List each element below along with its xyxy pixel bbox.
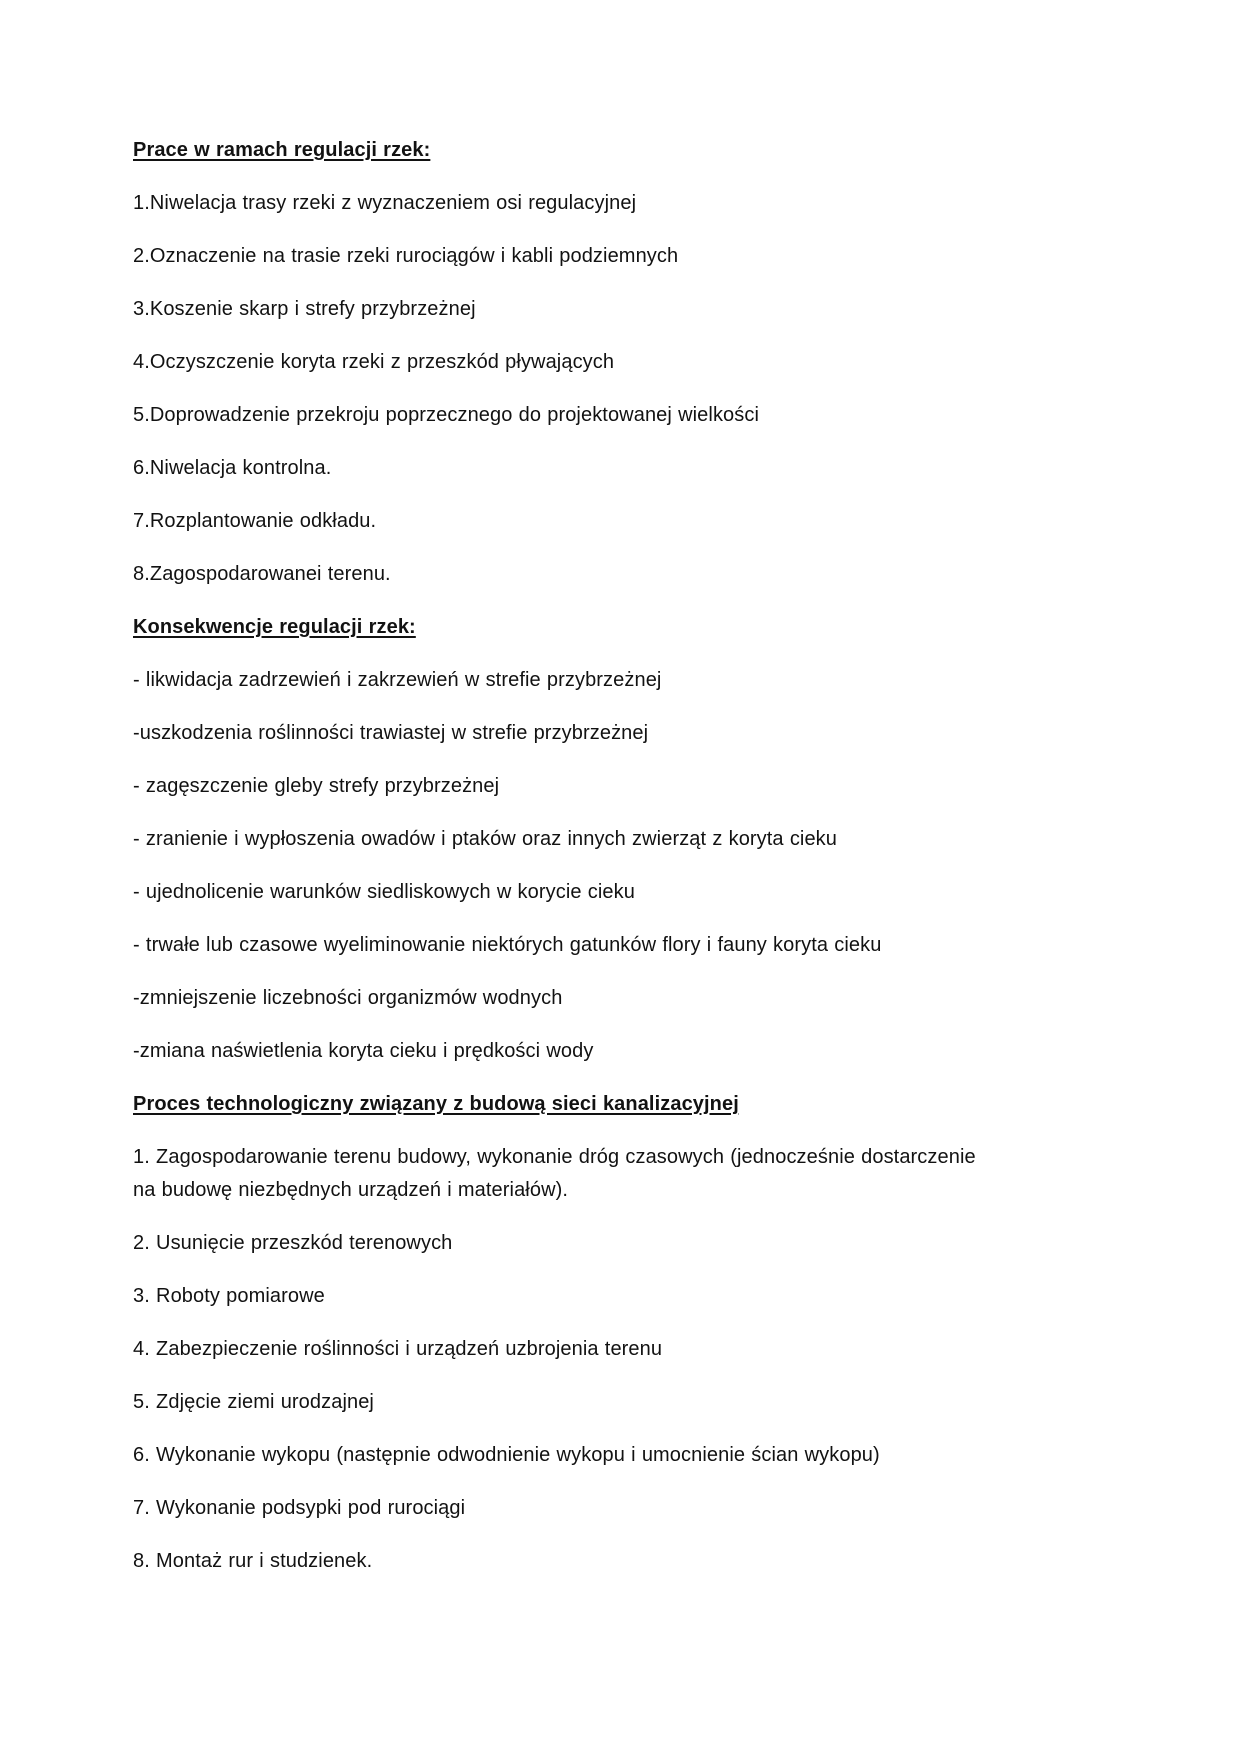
section-heading: Proces technologiczny związany z budową sieci kanalizacyjnej xyxy=(133,1093,739,1115)
list-item: 7.Rozplantowanie odkładu. xyxy=(133,510,377,532)
section-regulation-consequences xyxy=(133,611,1107,1068)
list-item: - likwidacja zadrzewień i zakrzewień w strefie przybrzeżnej xyxy=(133,669,662,691)
list-item: 8.Zagospodarowanei terenu. xyxy=(133,563,391,585)
list-item: 5. Zdjęcie ziemi urodzajnej xyxy=(133,1391,374,1413)
list-item: 7. Wykonanie podsypki pod rurociągi xyxy=(133,1497,466,1519)
list-item: 6. Wykonanie wykopu (następnie odwodnienie wykopu i umocnienie ścian wykopu) xyxy=(133,1444,880,1466)
list-item: - zagęszczenie gleby strefy przybrzeżnej xyxy=(133,775,500,797)
list-item: -zmiana naświetlenia koryta cieku i prędkości wody xyxy=(133,1040,594,1062)
list-item: 2.Oznaczenie na trasie rzeki rurociągów i kabli podziemnych xyxy=(133,245,679,267)
list-item: 3.Koszenie skarp i strefy przybrzeżnej xyxy=(133,298,476,320)
list-item: 4.Oczyszczenie koryta rzeki z przeszkód pływających xyxy=(133,351,615,373)
section-heading: Prace w ramach regulacji rzek: xyxy=(133,139,431,161)
list-item: 5.Doprowadzenie przekroju poprzecznego do projektowanej wielkości xyxy=(133,404,760,426)
list-item: -uszkodzenia roślinności trawiastej w strefie przybrzeżnej xyxy=(133,722,649,744)
section-sewer-network-process xyxy=(133,1088,1107,1578)
list-item: - zranienie i wypłoszenia owadów i ptaków oraz innych zwierząt z koryta cieku xyxy=(133,828,838,850)
list-item: 6.Niwelacja kontrolna. xyxy=(133,457,332,479)
list-item: 2. Usunięcie przeszkód terenowych xyxy=(133,1232,453,1254)
list-item: 3. Roboty pomiarowe xyxy=(133,1285,325,1307)
list-item: 1.Niwelacja trasy rzeki z wyznaczeniem osi regulacyjnej xyxy=(133,192,637,214)
section-heading: Konsekwencje regulacji rzek: xyxy=(133,616,416,638)
list-item: - ujednolicenie warunków siedliskowych w korycie cieku xyxy=(133,881,635,903)
list-item: 4. Zabezpieczenie roślinności i urządzeń uzbrojenia terenu xyxy=(133,1338,663,1360)
section-river-regulation-works xyxy=(133,134,1107,591)
list-item: 8. Montaż rur i studzienek. xyxy=(133,1550,373,1572)
list-item: -zmniejszenie liczebności organizmów wodnych xyxy=(133,987,563,1009)
list-item: 1. Zagospodarowanie terenu budowy, wykonanie dróg czasowych (jednocześnie dostarczenie na budowę niezbędnych urządzeń i materiałów). xyxy=(133,1146,976,1201)
list-item: - trwałe lub czasowe wyeliminowanie niektórych gatunków flory i fauny koryta cieku xyxy=(133,934,882,956)
